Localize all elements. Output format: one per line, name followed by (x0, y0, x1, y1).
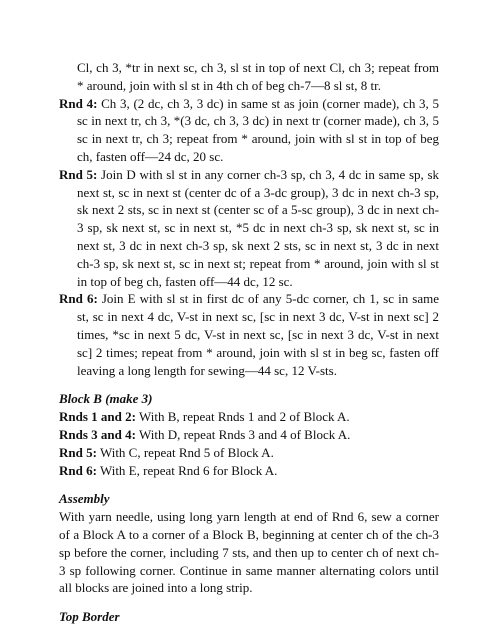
spacer (59, 379, 439, 390)
round-3-continuation: Cl, ch 3, *tr in next sc, ch 3, sl st in top of next Cl, ch 3; repeat from * around, join with sl st in 4th ch of beg ch-7—8 sl st, 8 tr. (77, 60, 439, 93)
block-b-line-text: With E, repeat Rnd 6 for Block A. (99, 462, 278, 478)
document-page (59, 59, 439, 626)
block-b-heading: Block B (make 3) (59, 391, 153, 407)
block-b-line-text: With B, repeat Rnds 1 and 2 of Block A. (138, 409, 350, 425)
round-4-text: Ch 3, (2 dc, ch 3, 3 dc) in same st as join (corner made), ch 3, 5 sc in next tr, ch 3, *(3 dc, ch 3, 3 dc) in next tr (corner made), ch 3, 5 sc in next tr, ch 3; repeat from * around, join with sl st in top of beg ch, fasten off—24 dc, 20 sc. (77, 95, 440, 164)
round-5-text: Join D with sl st in any corner ch-3 sp, ch 3, 4 dc in same sp, sk next st, sc in next st (center dc of a 3-dc group), 3 dc in next ch-3 sp, sk next 2 sts, sc in next st (center sc of a 5-sc group), 3 dc in next ch-3 sp, sk next st, sc in next st, *5 dc in next ch-3 sp, sk next st, sc in next st, 3 dc in next ch-3 sp, sk next 2 sts, sc in next st, 3 dc in next ch-3 sp, sk next st, sc in next st; repeat from * around, join with sl st in top of beg ch, fasten off—44 dc, 12 sc. (77, 166, 440, 289)
block-b-line (59, 426, 439, 444)
round-6-text: Join E with sl st in first dc of any 5-dc corner, ch 1, sc in same st, sc in next 4 dc, V-st in next sc, [sc in next 3 dc, V-st in next sc] 2 times, *sc in next 5 dc, V-st in next sc, [sc in next 3 dc, V-st in next sc] 2 times; repeat from * around, join with sl st in beg sc, fasten off leaving a long length for sewing—44 sc, 12 V-sts. (77, 291, 440, 378)
block-b-line-label: Rnd 5: (59, 444, 97, 460)
block-b-line (59, 408, 439, 426)
assembly-heading: Assembly (59, 491, 110, 507)
block-b-line-label: Rnd 6: (59, 462, 97, 478)
spacer (59, 479, 439, 490)
round-4-instruction (59, 95, 439, 166)
block-b-line-text: With D, repeat Rnds 3 and 4 of Block A. (138, 426, 351, 442)
block-b-line (59, 462, 439, 480)
round-5-label: Rnd 5: (59, 166, 98, 182)
block-b-line-text: With C, repeat Rnd 5 of Block A. (99, 444, 274, 460)
round-6-instruction (59, 290, 439, 379)
block-b-line (59, 444, 439, 462)
top-border-heading: Top Border (59, 609, 120, 625)
assembly-text: With yarn needle, using long yarn length at end of Rnd 6, sew a corner of a Block A to a corner of a Block B, beginning at center ch of the ch-3 sp before the corner, including 7 sts, and then up to center ch of next ch-3 sp following corner. Continue in same manner alternating colors until all blocks are joined into a long strip. (59, 509, 439, 596)
block-b-line-label: Rnds 1 and 2: (59, 409, 136, 425)
round-6-label: Rnd 6: (59, 291, 98, 307)
block-b-line-label: Rnds 3 and 4: (59, 426, 136, 442)
round-5-instruction (59, 166, 439, 291)
spacer (59, 597, 439, 608)
round-4-label: Rnd 4: (59, 95, 98, 111)
